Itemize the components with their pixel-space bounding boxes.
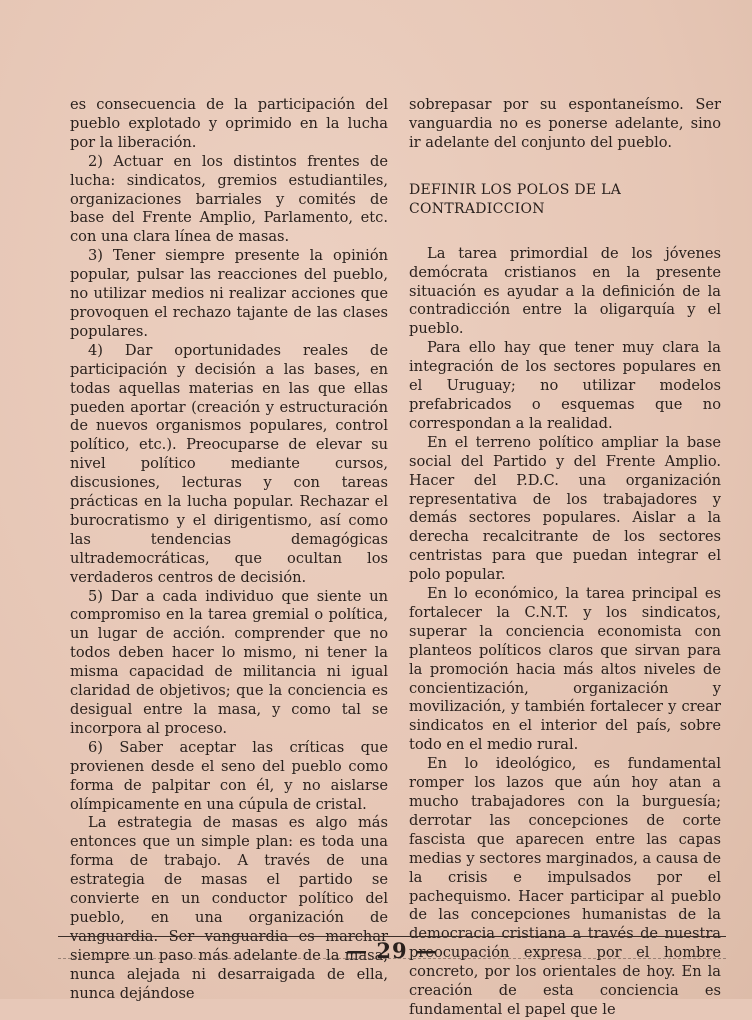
- paragraph-item-2: 2) Actuar en los distintos frentes de lucha: sindicatos, gremios estudiantiles, organizaciones barriales y comités de base del Frente Amplio, Parlamento, etc. con una clara línea de masas.: [70, 152, 388, 246]
- paragraph-economico: En lo económico, la tarea principal es fortalecer la C.N.T. y los sindicatos, superar la conciencia economista con planteos políticos claros que sirvan para la promoción hacia más altos niveles de concientización, organización y movilización, y también fortalecer y crear sindicatos en el interior del país, sobre todo en el medio rural.: [409, 585, 721, 754]
- paragraph-item-6: 6) Saber aceptar las críticas que provienen desde el seno del pueblo como forma de palpitar con él, y no aislarse olímpicamente en una cúpula de cristal.: [70, 738, 388, 813]
- footer-rule: [58, 936, 726, 937]
- paragraph-item-4: 4) Dar oportunidades reales de participación y decisión a las bases, en todas aquellas materias en las que ellas pueden aportar (creación y estructuración de nuevos organismos populares, control político, etc.). Preocuparse de elevar su nivel político mediante cursos, discusiones, lecturas y con tareas prácticas en la lucha popular. Rechazar el burocratismo y el dirigentismo, así como las tendencias demagógicas ultrademocráticas, que ocultan los verdaderos centros de decisión.: [70, 341, 388, 586]
- footer-rule-faint: [58, 958, 726, 959]
- paragraph-item-5: 5) Dar a cada individuo que siente un compromiso en la tarea gremial o política, un lugar de acción. comprender que no todos deben hacer lo mismo, ni tener la misma capacidad de militancia ni igual claridad de objetivos; que la conciencia es desigual entre la masa, y como tal se incorpora al proceso.: [70, 587, 388, 737]
- paragraph-ideologico: En lo ideológico, es fundamental romper los lazos que aún hoy atan a mucho trabajadores con la burguesía; derrotar las concepciones de corte fascista que aparecen entre las capas medias y sectores marginados, a causa de la crisis e impulsados por el pachequismo. Hacer participar al pueblo de las concepciones humanistas de la democracia cristiana a través de nuestra preocupación expresa por el hombre concreto, por los orientales de hoy. En la creación de esta conciencia es fundamental el papel que le: [409, 755, 721, 1018]
- paragraph-item-3: 3) Tener siempre presente la opinión popular, pulsar las reacciones del pueblo, no utilizar medios ni realizar acciones que provoquen el rechazo tajante de las clases populares.: [70, 247, 388, 340]
- paragraph-continuation: es consecuencia de la participación del pueblo explotado y oprimido en la lucha por la liberación.: [70, 96, 388, 151]
- paragraph-estrategia: La estrategia de masas es algo más entonces que un simple plan: es toda una forma de trabajo. A través de una estrategia de masas el partido se convierte en un conductor político del pueblo, en una organización de vanguardia. Ser vanguardia es marchar siempre un paso más adelante de la masa, nunca alejada ni desarraigada de ella, nunca dejándose: [70, 814, 388, 1002]
- paragraph-politico: En el terreno político ampliar la base social del Partido y del Frente Amplio. Hacer del P.D.C. una organización representativa de los trabajadores y demás sectores populares. Aislar a la derecha recalcitrante de los sectores centristas para que puedan integrar el polo popular.: [409, 433, 721, 584]
- section-heading: DEFINIR LOS POLOS DE LA CONTRADICCION: [409, 181, 622, 217]
- paragraph-continuation: sobrepasar por su espontaneísmo. Ser vanguardia no es ponerse adelante, sino ir adelante del conjunto del pueblo.: [409, 96, 721, 151]
- paragraph-tarea: La tarea primordial de los jóvenes demócrata cristianos en la presente situación es ayudar a la definición de la contradicción entre la oligarquía y el pueblo.: [409, 244, 721, 338]
- page-number: — 29 —: [346, 938, 438, 963]
- paragraph-integracion: Para ello hay que tener muy clara la integración de los sectores populares en el Uruguay; no utilizar modelos prefabricados o esquemas que no correspondan a la realidad.: [409, 339, 721, 432]
- left-column: [70, 96, 388, 1004]
- right-column: [409, 96, 721, 1020]
